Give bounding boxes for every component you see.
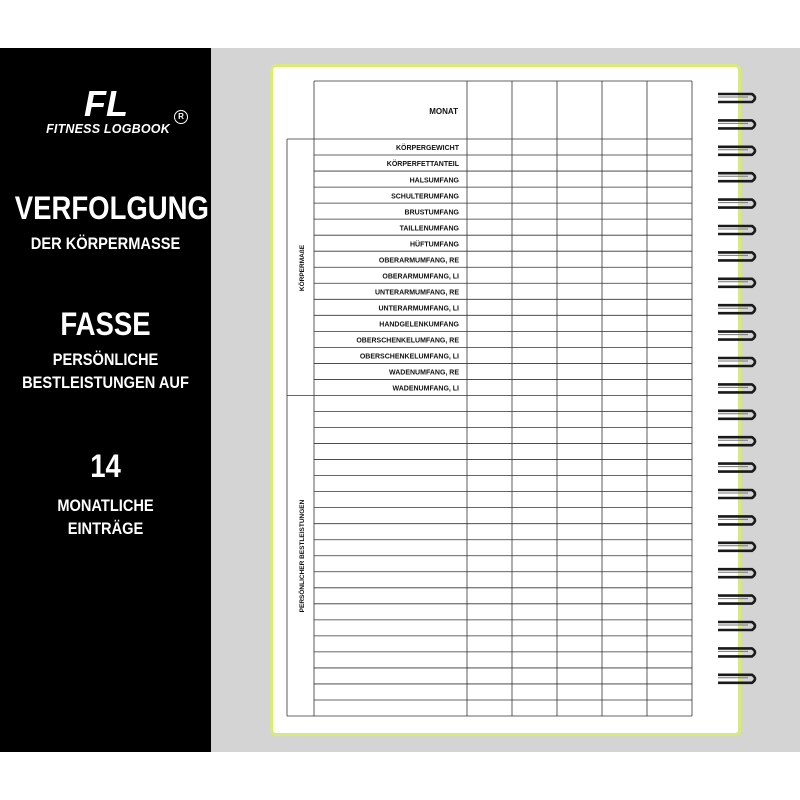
svg-text:FL: FL <box>84 83 128 122</box>
subheading-tracking: DER KÖRPERMASSE <box>30 234 181 253</box>
measurement-label: OBERARMUMFANG, RE <box>378 257 459 265</box>
heading-record: FASSE <box>60 306 151 342</box>
measurement-label: UNTERARMUMFANG, LI <box>378 305 459 313</box>
heading-count: 14 <box>90 448 121 484</box>
measurement-label: UNTERARMUMFANG, RE <box>375 289 459 297</box>
measurement-label: SCHULTERUMFANG <box>391 193 459 201</box>
measurement-label: TAILLENUMFANG <box>399 225 459 233</box>
month-header-label: MONAT <box>429 107 458 116</box>
subheading-record-line1: PERSÖNLICHE <box>52 350 159 369</box>
measurement-label: OBERARMUMFANG, LI <box>382 273 459 281</box>
measurement-label: OBERSCHENKELUMFANG, RE <box>356 337 459 345</box>
measurement-label: HÜFTUMFANG <box>410 241 459 249</box>
subheading-count-line1: MONATLICHE <box>57 496 154 515</box>
measurement-label: KÖRPERFETTANTEIL <box>386 161 459 169</box>
heading-tracking: VERFOLGUNG <box>14 190 209 226</box>
section-label-records: PERSÖNLICHER BESTLEISTUNGEN <box>299 499 306 613</box>
measurement-label: BRUSTUMFANG <box>404 209 459 217</box>
measurement-label: OBERSCHENKELUMFANG, LI <box>359 353 459 361</box>
measurement-label: HANDGELENKUMFANG <box>379 321 459 329</box>
registered-icon: R <box>174 110 188 124</box>
subheading-record-line2: BESTLEISTUNGEN AUF <box>22 373 189 392</box>
measurement-label: KÖRPERGEWICHT <box>396 145 459 153</box>
measurement-label: HALSUMFANG <box>409 177 459 185</box>
section-label-measurements: KÖRPERMAßE <box>299 244 306 292</box>
measurement-label: WADENUMFANG, RE <box>389 369 459 377</box>
measurement-label: WADENUMFANG, LI <box>392 385 459 393</box>
brand-name: FITNESS LOGBOOK <box>46 122 170 136</box>
subheading-count-line2: EINTRÄGE <box>67 519 144 538</box>
